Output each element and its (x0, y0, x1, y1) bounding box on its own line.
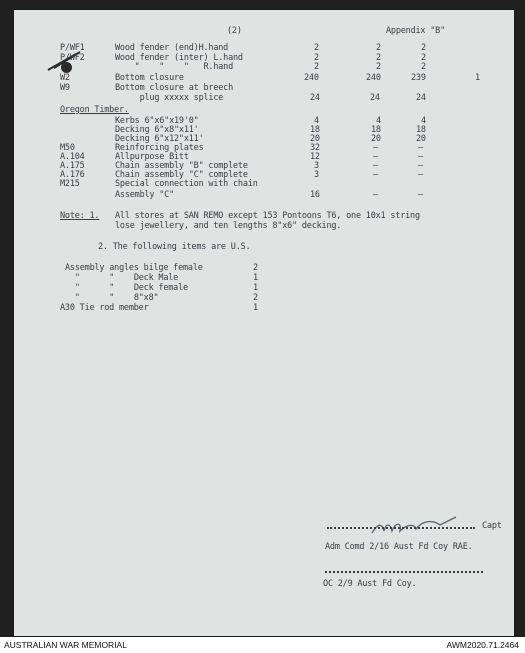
timber-desc: Chain assembly "C" complete (115, 170, 248, 180)
timber-col1: 12 (310, 152, 320, 162)
row-code: P/WF2 (60, 53, 85, 63)
row-col3: 2 (421, 62, 426, 72)
timber-desc: Reinforcing plates (115, 143, 204, 153)
signatory-rank: Capt (482, 521, 502, 531)
row-desc: Bottom closure (115, 73, 184, 83)
row-desc: " " " R.hand (115, 62, 234, 72)
us-item-qty: 2 (253, 263, 258, 273)
row-col3: 24 (416, 93, 426, 103)
row-code: P/WF1 (60, 43, 85, 53)
timber-desc: Assembly "C" (115, 190, 175, 200)
row-code: W2 (60, 73, 70, 83)
signature-line (327, 527, 475, 529)
timber-col3: — (418, 143, 423, 153)
footer-left: AUSTRALIAN WAR MEMORIAL (4, 640, 127, 650)
signature-mark (370, 515, 458, 537)
us-item-desc: " " Deck female (65, 283, 188, 293)
row-desc: Wood fender (inter) L.hand (115, 53, 243, 63)
row-col3: 239 (411, 73, 426, 83)
row-col2: 2 (376, 53, 381, 63)
row-col1: 240 (304, 73, 319, 83)
timber-col3: 18 (416, 125, 426, 135)
signatory-title: Adm Comd 2/16 Aust Fd Coy RAE. (325, 542, 473, 552)
timber-col1: 4 (314, 116, 319, 126)
row-col4: 1 (475, 73, 480, 83)
footer-right: AWM2020.71.2464 (446, 640, 519, 650)
us-item-desc: A30 Tie rod member (60, 303, 149, 313)
distribution-line (325, 571, 483, 573)
row-col1: 2 (314, 62, 319, 72)
timber-col2: 4 (376, 116, 381, 126)
timber-col3: — (418, 170, 423, 180)
timber-col1: 20 (310, 134, 320, 144)
appendix-label: Appendix "B" (386, 26, 446, 36)
timber-code: A.104 (60, 152, 85, 162)
timber-desc: Decking 6"x8"x11' (115, 125, 199, 135)
timber-desc: Special connection with chain (115, 179, 258, 189)
timber-desc: Allpurpose Bitt (115, 152, 189, 162)
timber-col2: — (373, 152, 378, 162)
row-col1: 2 (314, 53, 319, 63)
page-number: (2) (227, 26, 242, 36)
timber-col3: — (418, 152, 423, 162)
row-desc: Wood fender (end)H.hand (115, 43, 229, 53)
row-col2: 2 (376, 62, 381, 72)
row-col2: 2 (376, 43, 381, 53)
timber-col3: — (418, 190, 423, 200)
timber-col2: 18 (371, 125, 381, 135)
timber-col1: 3 (314, 161, 319, 171)
note1-line2: lose jewellery, and ten lengths 8"x6" decking. (115, 221, 342, 231)
note1-line1: All stores at SAN REMO except 153 Pontoons T6, one 10x1 string (115, 211, 420, 221)
row-col3: 2 (421, 43, 426, 53)
timber-col2: 20 (371, 134, 381, 144)
us-item-qty: 1 (253, 273, 258, 283)
timber-col3: 4 (421, 116, 426, 126)
timber-col3: — (418, 161, 423, 171)
distribution-recipient: OC 2/9 Aust Fd Coy. (323, 579, 417, 589)
timber-code: A.176 (60, 170, 85, 180)
timber-col1: 32 (310, 143, 320, 153)
note2: 2. The following items are U.S. (98, 242, 251, 252)
us-item-desc: Assembly angles bilge female (65, 263, 203, 273)
row-code: W9 (60, 83, 70, 93)
timber-col2: — (373, 143, 378, 153)
row-desc: Bottom closure at breech (115, 83, 234, 93)
timber-desc: Kerbs 6"x6"x19'0" (115, 116, 199, 126)
timber-col3: 20 (416, 134, 426, 144)
row-col2: 240 (366, 73, 381, 83)
timber-col1: 3 (314, 170, 319, 180)
document-page (14, 10, 514, 636)
us-item-desc: " " Deck Male (65, 273, 179, 283)
timber-col2: — (373, 161, 378, 171)
us-item-qty: 1 (253, 303, 258, 313)
row-desc: plug xxxxx splice (115, 93, 224, 103)
row-col3: 2 (421, 53, 426, 63)
us-item-desc: " " 8"x8" (65, 293, 159, 303)
timber-col2: — (373, 170, 378, 180)
timber-desc: Chain assembly "B" complete (115, 161, 248, 171)
timber-code: M50 (60, 143, 75, 153)
archive-footer (0, 637, 525, 653)
timber-code: A.175 (60, 161, 85, 171)
timber-code: M215 (60, 179, 80, 189)
timber-col2: — (373, 190, 378, 200)
timber-desc: Decking 6"x12"x11' (115, 134, 204, 144)
note1-label: Note: 1. (60, 211, 100, 221)
section-heading: Oregon Timber. (60, 105, 129, 115)
row-col1: 24 (310, 93, 320, 103)
us-item-qty: 1 (253, 283, 258, 293)
timber-col1: 16 (310, 190, 320, 200)
timber-col1: 18 (310, 125, 320, 135)
us-item-qty: 2 (253, 293, 258, 303)
row-col2: 24 (370, 93, 380, 103)
row-col1: 2 (314, 43, 319, 53)
